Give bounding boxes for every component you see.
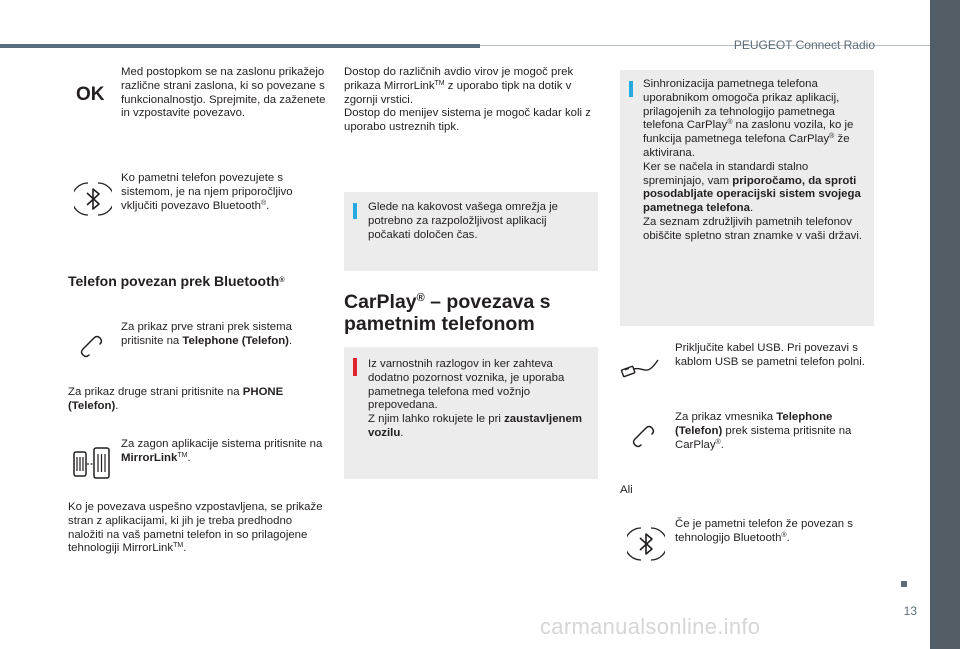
info-icon bbox=[353, 203, 357, 219]
svg-text:OK: OK bbox=[76, 84, 105, 105]
mirrorlink-success-text: Ko je povezava uspešno vzpostavljena, se prikaže stran z aplikacijami, ki jih je treba predhodno naložiti na vaš pametni telefon in so prilagojene tehnologiji MirrorLink™. bbox=[68, 501, 323, 555]
page-marker bbox=[901, 581, 907, 587]
bluetooth-icon bbox=[74, 180, 112, 218]
ok-icon bbox=[76, 83, 108, 105]
warning-icon bbox=[353, 358, 357, 376]
section-heading-bluetooth: Telefon povezan prek Bluetooth® bbox=[68, 273, 285, 289]
header-rule bbox=[0, 44, 480, 48]
carplay-telephone-text: Za prikaz vmesnika Telephone (Telefon) prek sistema pritisnite na CarPlay®. bbox=[675, 411, 852, 451]
info-box-carplay-text: Sinhronizacija pametnega telefona uporabnikom omogoča prikaz aplikacij, prilagojenih za tehnologijo pametnega telefona CarPlay® na zaslonu vozila, ko je funkcija pametnega telefona CarPlay® že aktivirana. Ker se načela in standardi stalno spreminjajo, vam priporočamo, da sproti posodabljate operacijski sistem svojega pametnega telefona. Za seznam združljivih pametnih telefonov obiščite spletno stran znamke v vaši državi. bbox=[643, 78, 863, 242]
info-box-text: Glede na kakovost vašega omrežja je potrebno za razpoložljivost aplikacij počakati določen čas. bbox=[368, 201, 558, 241]
info-icon bbox=[629, 81, 633, 97]
watermark: carmanualsonline.info bbox=[540, 614, 761, 639]
mirrorlink-text: Za zagon aplikacije sistema pritisnite na MirrorLink™. bbox=[121, 438, 323, 464]
bluetooth-icon bbox=[627, 525, 665, 563]
warning-box bbox=[344, 347, 598, 479]
bluetooth-text: Ko pametni telefon povezujete s sistemom, je na njem priporočljivo vključiti povezavo Bluetooth®. bbox=[121, 172, 293, 212]
warning-text: Iz varnostnih razlogov in ker zahteva dodatno pozornost voznika, je uporaba pametnega telefona med vožnjo prepovedana. Z njim lahko rokujete le pri zaustavljenem vozilu. bbox=[368, 358, 582, 439]
mirrorlink-icon bbox=[72, 445, 112, 481]
bluetooth-connected-text: Če je pametni telefon že povezan s tehnologijo Bluetooth®. bbox=[675, 518, 853, 544]
ok-text: Med postopkom se na zaslonu prikažejo različne strani zaslona, ki so povezane s funkcionalnostjo. Sprejmite, da zaženete in vzpostavite povezavo. bbox=[121, 66, 326, 120]
running-header: PEUGEOT Connect Radio bbox=[733, 38, 875, 52]
phone-text: Za prikaz prve strani prek sistema pritisnite na Telephone (Telefon). bbox=[121, 321, 293, 347]
info-box-network bbox=[344, 192, 598, 271]
mirrorlink-access-text: Dostop do različnih avdio virov je mogoč prek prikaza MirrorLink™ z uporabo tipk na dotik v zgornji vrstici. Dostop do menijev sistema je mogoč kadar koli z uporabo ustreznih tipk. bbox=[344, 66, 591, 134]
section-heading-carplay: CarPlay® – povezava s pametnim telefonom bbox=[344, 291, 551, 335]
phone-second-page-text: Za prikaz druge strani pritisnite na PHONE (Telefon). bbox=[68, 386, 284, 412]
phone-handset-icon bbox=[630, 423, 656, 449]
phone-handset-icon bbox=[78, 333, 104, 359]
usb-cable-icon bbox=[618, 352, 664, 382]
usb-text: Priključite kabel USB. Pri povezavi s kablom USB se pametni telefon polni. bbox=[675, 342, 865, 368]
or-text: Ali bbox=[620, 484, 633, 496]
page-number: 13 bbox=[903, 604, 917, 618]
info-box-carplay bbox=[620, 70, 874, 326]
side-band bbox=[930, 0, 960, 649]
